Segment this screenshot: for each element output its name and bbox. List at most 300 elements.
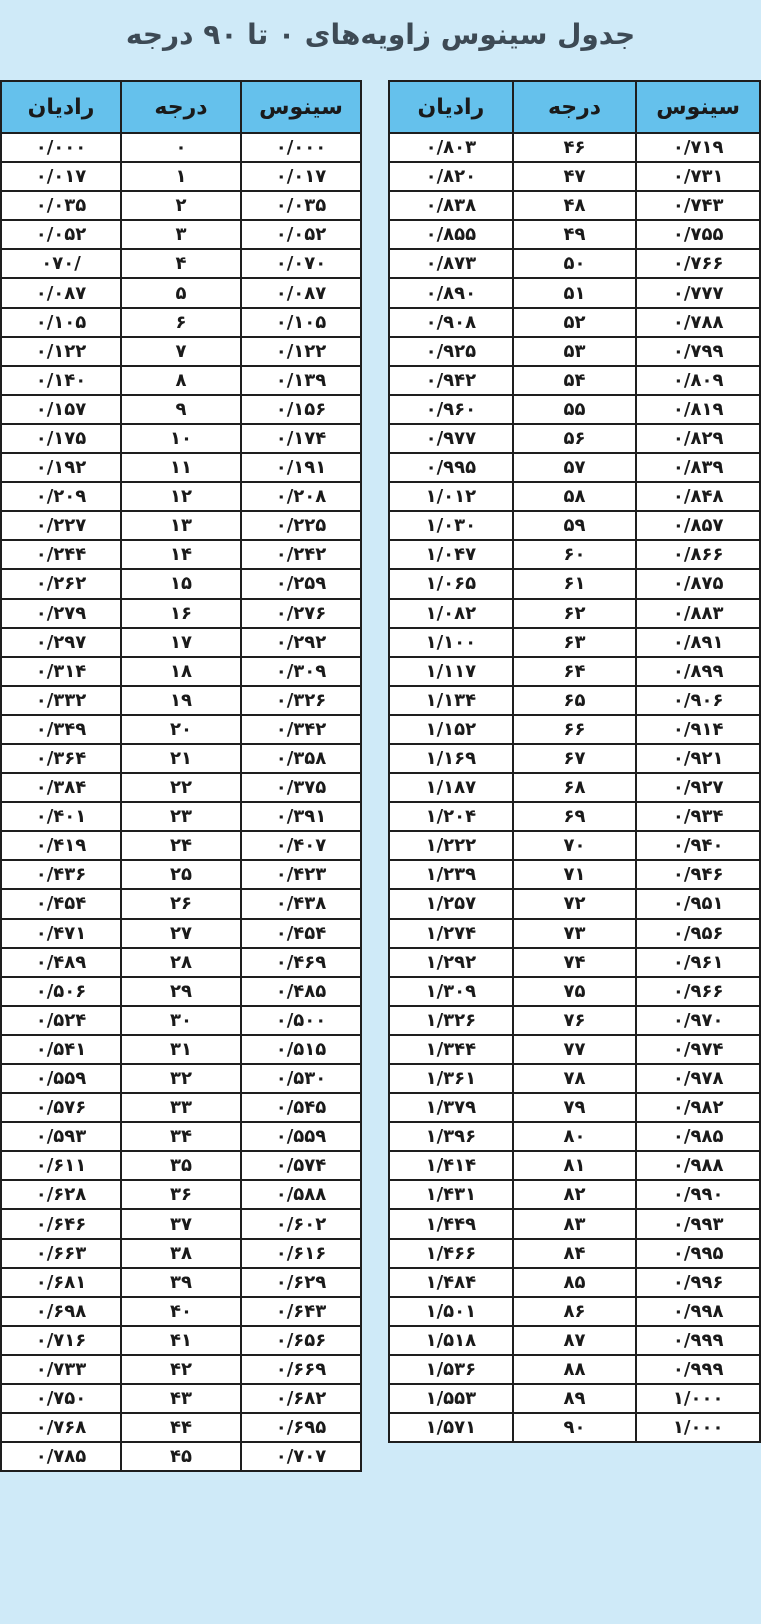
table-row (389, 715, 760, 744)
sine-cell: ۰/۸۴۸ (636, 482, 760, 511)
degree-cell: ۵۶ (513, 424, 637, 453)
table-row (1, 191, 361, 220)
table-row (1, 249, 361, 278)
degree-cell: ۳۴ (121, 1122, 241, 1151)
radian-cell: ۰/۹۲۵ (389, 337, 513, 366)
radian-cell: ۰/۷۱۶ (1, 1326, 121, 1355)
degree-cell: ۱۲ (121, 482, 241, 511)
sine-cell: ۰/۴۳۸ (241, 889, 361, 918)
table-row (389, 1239, 760, 1268)
radian-cell: ۰/۱۹۲ (1, 453, 121, 482)
degree-cell: ۴۵ (121, 1442, 241, 1471)
sine-cell: ۰/۹۹۳ (636, 1209, 760, 1238)
radian-cell: ۰/۲۶۲ (1, 569, 121, 598)
radian-cell: ۰/۸۷۳ (389, 249, 513, 278)
radian-cell: ۰/۲۴۴ (1, 540, 121, 569)
sine-cell: ۰/۵۵۹ (241, 1122, 361, 1151)
radian-cell: ۱/۲۵۷ (389, 889, 513, 918)
sine-cell: ۰/۹۹۹ (636, 1326, 760, 1355)
sine-cell: ۰/۶۵۶ (241, 1326, 361, 1355)
radian-cell: ۱/۵۰۱ (389, 1297, 513, 1326)
radian-cell: ۱/۴۴۹ (389, 1209, 513, 1238)
table-row (1, 773, 361, 802)
sine-cell: ۰/۲۹۲ (241, 628, 361, 657)
table-row (1, 308, 361, 337)
radian-cell: ۰/۵۰۶ (1, 977, 121, 1006)
sine-cell: ۰/۵۸۸ (241, 1180, 361, 1209)
degree-cell: ۷۷ (513, 1035, 637, 1064)
radian-cell: ۰/۹۶۰ (389, 395, 513, 424)
table-row (389, 802, 760, 831)
sine-cell: ۰/۴۸۵ (241, 977, 361, 1006)
table-row (1, 366, 361, 395)
degree-cell: ۱۵ (121, 569, 241, 598)
degree-cell: ۴۱ (121, 1326, 241, 1355)
radian-cell: ۱/۱۱۷ (389, 657, 513, 686)
radian-cell: ۰/۶۱۱ (1, 1151, 121, 1180)
table-row (389, 948, 760, 977)
degree-cell: ۶۸ (513, 773, 637, 802)
table-row (389, 1326, 760, 1355)
radian-cell: ۱/۵۷۱ (389, 1413, 513, 1442)
degree-cell: ۲۸ (121, 948, 241, 977)
table-row (389, 453, 760, 482)
radian-cell: ۱/۲۰۴ (389, 802, 513, 831)
sine-cell: ۰/۶۰۲ (241, 1209, 361, 1238)
sine-cell: ۰/۸۶۶ (636, 540, 760, 569)
sine-cell: ۰/۷۶۶ (636, 249, 760, 278)
table-row (1, 831, 361, 860)
sine-table-0-45 (0, 80, 362, 1472)
sine-cell: ۱/۰۰۰ (636, 1384, 760, 1413)
sine-cell: ۰/۱۰۵ (241, 308, 361, 337)
radian-cell: ۰/۰۸۷ (1, 278, 121, 307)
degree-cell: ۸۶ (513, 1297, 637, 1326)
table-row (389, 1064, 760, 1093)
degree-cell: ۶۷ (513, 744, 637, 773)
degree-cell: ۶۲ (513, 599, 637, 628)
sine-cell: ۰/۵۴۵ (241, 1093, 361, 1122)
degree-cell: ۷۲ (513, 889, 637, 918)
radian-cell: ۰/۱۲۲ (1, 337, 121, 366)
sine-cell: ۰/۹۷۴ (636, 1035, 760, 1064)
radian-cell: ۰/۱۵۷ (1, 395, 121, 424)
radian-cell: ۱/۱۵۲ (389, 715, 513, 744)
radian-cell: ۰/۳۸۴ (1, 773, 121, 802)
radian-cell: ۰/۰۰۰ (1, 133, 121, 162)
table-row (1, 511, 361, 540)
sine-cell: ۰/۸۹۱ (636, 628, 760, 657)
sine-cell: ۰/۹۷۰ (636, 1006, 760, 1035)
header-degree: درجه (513, 81, 637, 133)
table-row (1, 1006, 361, 1035)
radian-cell: ۱/۲۲۲ (389, 831, 513, 860)
radian-cell: ۰/۶۶۳ (1, 1239, 121, 1268)
radian-cell: ۰/۷۶۸ (1, 1413, 121, 1442)
table-row (1, 569, 361, 598)
degree-cell: ۶۳ (513, 628, 637, 657)
radian-cell: ۰/۴۸۹ (1, 948, 121, 977)
sine-cell: ۰/۰۰۰ (241, 133, 361, 162)
degree-cell: ۸۱ (513, 1151, 637, 1180)
table-row (389, 133, 760, 162)
radian-cell: ۱/۱۰۰ (389, 628, 513, 657)
table-row (1, 802, 361, 831)
radian-cell: ۰/۳۶۴ (1, 744, 121, 773)
degree-cell: ۳۷ (121, 1209, 241, 1238)
degree-cell: ۴۰ (121, 1297, 241, 1326)
table-row (389, 1209, 760, 1238)
sine-cell: ۰/۵۱۵ (241, 1035, 361, 1064)
sine-cell: ۰/۹۱۴ (636, 715, 760, 744)
sine-cell: ۰/۲۷۶ (241, 599, 361, 628)
degree-cell: ۵ (121, 278, 241, 307)
table-row (389, 308, 760, 337)
table-row (1, 482, 361, 511)
radian-cell: ۱/۳۲۶ (389, 1006, 513, 1035)
degree-cell: ۱۰ (121, 424, 241, 453)
table-row (389, 191, 760, 220)
degree-cell: ۲۶ (121, 889, 241, 918)
table-row (389, 1355, 760, 1384)
header-degree: درجه (121, 81, 241, 133)
table-row (1, 133, 361, 162)
radian-cell: ۰/۵۲۴ (1, 1006, 121, 1035)
radian-cell: ۱/۰۴۷ (389, 540, 513, 569)
table-row (389, 773, 760, 802)
table-header-row (1, 81, 361, 133)
radian-cell: ۰/۷۵۰ (1, 1384, 121, 1413)
sine-cell: ۰/۵۳۰ (241, 1064, 361, 1093)
sine-cell: ۰/۳۹۱ (241, 802, 361, 831)
radian-cell: ۱/۲۷۴ (389, 919, 513, 948)
radian-cell: ۰/۵۵۹ (1, 1064, 121, 1093)
table-row (389, 1122, 760, 1151)
degree-cell: ۴ (121, 249, 241, 278)
degree-cell: ۳۸ (121, 1239, 241, 1268)
table-row (1, 599, 361, 628)
degree-cell: ۲ (121, 191, 241, 220)
degree-cell: ۵۴ (513, 366, 637, 395)
degree-cell: ۶۰ (513, 540, 637, 569)
table-row (1, 919, 361, 948)
sine-cell: ۰/۹۹۹ (636, 1355, 760, 1384)
sine-cell: ۰/۱۲۲ (241, 337, 361, 366)
degree-cell: ۳۵ (121, 1151, 241, 1180)
table-row (1, 715, 361, 744)
radian-cell: /۰۷۰ (1, 249, 121, 278)
degree-cell: ۱ (121, 162, 241, 191)
degree-cell: ۵۲ (513, 308, 637, 337)
degree-cell: ۱۱ (121, 453, 241, 482)
sine-cell: ۰/۳۷۵ (241, 773, 361, 802)
table-row (1, 977, 361, 1006)
degree-cell: ۱۷ (121, 628, 241, 657)
table-row (389, 1268, 760, 1297)
degree-cell: ۹۰ (513, 1413, 637, 1442)
radian-cell: ۱/۴۳۱ (389, 1180, 513, 1209)
table-row (1, 162, 361, 191)
radian-cell: ۱/۵۱۸ (389, 1326, 513, 1355)
degree-cell: ۵۷ (513, 453, 637, 482)
sine-cell: ۰/۸۳۹ (636, 453, 760, 482)
sine-cell: ۰/۹۵۶ (636, 919, 760, 948)
table-row (1, 860, 361, 889)
radian-cell: ۱/۳۴۴ (389, 1035, 513, 1064)
degree-cell: ۶۶ (513, 715, 637, 744)
sine-cell: ۰/۹۸۲ (636, 1093, 760, 1122)
degree-cell: ۴۷ (513, 162, 637, 191)
radian-cell: ۱/۲۳۹ (389, 860, 513, 889)
table-row (389, 220, 760, 249)
sine-cell: ۰/۵۰۰ (241, 1006, 361, 1035)
radian-cell: ۰/۴۵۴ (1, 889, 121, 918)
degree-cell: ۴۶ (513, 133, 637, 162)
radian-cell: ۱/۱۶۹ (389, 744, 513, 773)
degree-cell: ۱۳ (121, 511, 241, 540)
radian-cell: ۱/۱۳۴ (389, 686, 513, 715)
sine-cell: ۰/۸۰۹ (636, 366, 760, 395)
degree-cell: ۷۱ (513, 860, 637, 889)
sine-cell: ۰/۹۹۵ (636, 1239, 760, 1268)
sine-cell: ۰/۹۸۵ (636, 1122, 760, 1151)
table-row (1, 1384, 361, 1413)
table-row (389, 744, 760, 773)
radian-cell: ۰/۱۴۰ (1, 366, 121, 395)
radian-cell: ۰/۱۷۵ (1, 424, 121, 453)
radian-cell: ۱/۳۶۱ (389, 1064, 513, 1093)
degree-cell: ۶ (121, 308, 241, 337)
sine-cell: ۰/۵۷۴ (241, 1151, 361, 1180)
table-row (389, 366, 760, 395)
sine-cell: ۰/۶۸۲ (241, 1384, 361, 1413)
radian-cell: ۰/۹۹۵ (389, 453, 513, 482)
table-row (1, 889, 361, 918)
sine-cell: ۰/۱۳۹ (241, 366, 361, 395)
degree-cell: ۳۲ (121, 1064, 241, 1093)
sine-cell: ۰/۰۳۵ (241, 191, 361, 220)
table-row (389, 1035, 760, 1064)
radian-cell: ۱/۳۰۹ (389, 977, 513, 1006)
table-row (389, 249, 760, 278)
sine-cell: ۰/۳۵۸ (241, 744, 361, 773)
radian-cell: ۱/۰۸۲ (389, 599, 513, 628)
degree-cell: ۸۵ (513, 1268, 637, 1297)
sine-cell: ۰/۹۴۰ (636, 831, 760, 860)
sine-cell: ۱/۰۰۰ (636, 1413, 760, 1442)
sine-cell: ۰/۹۴۶ (636, 860, 760, 889)
degree-cell: ۴۳ (121, 1384, 241, 1413)
degree-cell: ۴۴ (121, 1413, 241, 1442)
table-row (1, 1326, 361, 1355)
radian-cell: ۱/۴۱۴ (389, 1151, 513, 1180)
radian-cell: ۰/۹۰۸ (389, 308, 513, 337)
sine-cell: ۰/۷۷۷ (636, 278, 760, 307)
sine-cell: ۰/۷۳۱ (636, 162, 760, 191)
sine-table-46-90 (388, 80, 761, 1443)
degree-cell: ۸۷ (513, 1326, 637, 1355)
sine-cell: ۰/۸۲۹ (636, 424, 760, 453)
degree-cell: ۴۲ (121, 1355, 241, 1384)
sine-cell: ۰/۱۷۴ (241, 424, 361, 453)
degree-cell: ۱۹ (121, 686, 241, 715)
radian-cell: ۰/۸۵۵ (389, 220, 513, 249)
degree-cell: ۸۴ (513, 1239, 637, 1268)
sine-cell: ۰/۶۹۵ (241, 1413, 361, 1442)
degree-cell: ۹ (121, 395, 241, 424)
radian-cell: ۰/۴۱۹ (1, 831, 121, 860)
degree-cell: ۷۹ (513, 1093, 637, 1122)
table-row (389, 686, 760, 715)
table-header-row (389, 81, 760, 133)
degree-cell: ۶۱ (513, 569, 637, 598)
table-row (389, 919, 760, 948)
table-row (389, 599, 760, 628)
degree-cell: ۶۴ (513, 657, 637, 686)
degree-cell: ۴۹ (513, 220, 637, 249)
table-row (1, 1151, 361, 1180)
table-row (1, 1064, 361, 1093)
header-radian: رادیان (389, 81, 513, 133)
radian-cell: ۰/۷۸۵ (1, 1442, 121, 1471)
radian-cell: ۱/۵۳۶ (389, 1355, 513, 1384)
table-row (389, 424, 760, 453)
sine-cell: ۰/۶۴۳ (241, 1297, 361, 1326)
degree-cell: ۸۳ (513, 1209, 637, 1238)
degree-cell: ۸۹ (513, 1384, 637, 1413)
degree-cell: ۱۴ (121, 540, 241, 569)
sine-cell: ۰/۹۵۱ (636, 889, 760, 918)
sine-cell: ۰/۹۳۴ (636, 802, 760, 831)
table-row (389, 977, 760, 1006)
sine-cell: ۰/۸۹۹ (636, 657, 760, 686)
table-row (1, 278, 361, 307)
degree-cell: ۶۵ (513, 686, 637, 715)
table-row (389, 1151, 760, 1180)
sine-cell: ۰/۸۸۳ (636, 599, 760, 628)
sine-cell: ۰/۹۹۰ (636, 1180, 760, 1209)
degree-cell: ۵۳ (513, 337, 637, 366)
radian-cell: ۰/۱۰۵ (1, 308, 121, 337)
radian-cell: ۱/۱۸۷ (389, 773, 513, 802)
table-row (389, 1093, 760, 1122)
sine-cell: ۰/۷۹۹ (636, 337, 760, 366)
sine-cell: ۰/۸۷۵ (636, 569, 760, 598)
radian-cell: ۱/۲۹۲ (389, 948, 513, 977)
radian-cell: ۰/۰۱۷ (1, 162, 121, 191)
degree-cell: ۲۹ (121, 977, 241, 1006)
sine-cell: ۰/۲۴۲ (241, 540, 361, 569)
radian-cell: ۱/۳۷۹ (389, 1093, 513, 1122)
degree-cell: ۷۳ (513, 919, 637, 948)
table-row (1, 686, 361, 715)
radian-cell: ۰/۴۳۶ (1, 860, 121, 889)
table-row (1, 1442, 361, 1471)
table-row (389, 569, 760, 598)
table-row (1, 1209, 361, 1238)
radian-cell: ۰/۵۴۱ (1, 1035, 121, 1064)
sine-cell: ۰/۹۸۸ (636, 1151, 760, 1180)
table-row (1, 1122, 361, 1151)
table-row (389, 540, 760, 569)
table-row (1, 1297, 361, 1326)
degree-cell: ۵۸ (513, 482, 637, 511)
degree-cell: ۳۹ (121, 1268, 241, 1297)
table-row (389, 162, 760, 191)
radian-cell: ۰/۵۷۶ (1, 1093, 121, 1122)
table-row (1, 1413, 361, 1442)
sine-cell: ۰/۳۴۲ (241, 715, 361, 744)
radian-cell: ۰/۶۲۸ (1, 1180, 121, 1209)
sine-cell: ۰/۹۲۱ (636, 744, 760, 773)
radian-cell: ۰/۲۷۹ (1, 599, 121, 628)
radian-cell: ۰/۷۳۳ (1, 1355, 121, 1384)
table-row (1, 1355, 361, 1384)
sine-cell: ۰/۲۵۹ (241, 569, 361, 598)
degree-cell: ۰ (121, 133, 241, 162)
sine-cell: ۰/۳۲۶ (241, 686, 361, 715)
sine-cell: ۰/۰۱۷ (241, 162, 361, 191)
radian-cell: ۰/۶۸۱ (1, 1268, 121, 1297)
degree-cell: ۷۸ (513, 1064, 637, 1093)
radian-cell: ۰/۴۰۱ (1, 802, 121, 831)
sine-cell: ۰/۳۰۹ (241, 657, 361, 686)
table-row (389, 1006, 760, 1035)
header-sine: سینوس (241, 81, 361, 133)
sine-cell: ۰/۹۲۷ (636, 773, 760, 802)
degree-cell: ۴۸ (513, 191, 637, 220)
radian-cell: ۱/۰۳۰ (389, 511, 513, 540)
radian-cell: ۰/۰۵۲ (1, 220, 121, 249)
sine-cell: ۰/۶۶۹ (241, 1355, 361, 1384)
table-row (1, 453, 361, 482)
radian-cell: ۱/۴۸۴ (389, 1268, 513, 1297)
table-row (389, 482, 760, 511)
sine-cell: ۰/۹۷۸ (636, 1064, 760, 1093)
degree-cell: ۳۶ (121, 1180, 241, 1209)
radian-cell: ۱/۳۹۶ (389, 1122, 513, 1151)
sine-cell: ۰/۲۲۵ (241, 511, 361, 540)
degree-cell: ۲۰ (121, 715, 241, 744)
sine-cell: ۰/۸۱۹ (636, 395, 760, 424)
table-row (389, 1413, 760, 1442)
table-row (1, 1035, 361, 1064)
page-title: جدول سینوس زاویه‌های ۰ تا ۹۰ درجه (125, 17, 636, 51)
sine-cell: ۰/۷۱۹ (636, 133, 760, 162)
sine-cell: ۰/۶۲۹ (241, 1268, 361, 1297)
table-row (1, 744, 361, 773)
table-row (1, 1180, 361, 1209)
table-row (1, 1239, 361, 1268)
table-row (389, 278, 760, 307)
radian-cell: ۰/۳۴۹ (1, 715, 121, 744)
header-sine: سینوس (636, 81, 760, 133)
sine-cell: ۰/۰۷۰ (241, 249, 361, 278)
table-row (1, 424, 361, 453)
degree-cell: ۳۱ (121, 1035, 241, 1064)
sine-cell: ۰/۰۸۷ (241, 278, 361, 307)
sine-cell: ۰/۹۶۶ (636, 977, 760, 1006)
degree-cell: ۳۳ (121, 1093, 241, 1122)
table-row (389, 889, 760, 918)
degree-cell: ۲۲ (121, 773, 241, 802)
table-row (389, 511, 760, 540)
radian-cell: ۰/۲۹۷ (1, 628, 121, 657)
degree-cell: ۸۰ (513, 1122, 637, 1151)
table-row (389, 1180, 760, 1209)
sine-cell: ۰/۹۹۶ (636, 1268, 760, 1297)
degree-cell: ۷۴ (513, 948, 637, 977)
